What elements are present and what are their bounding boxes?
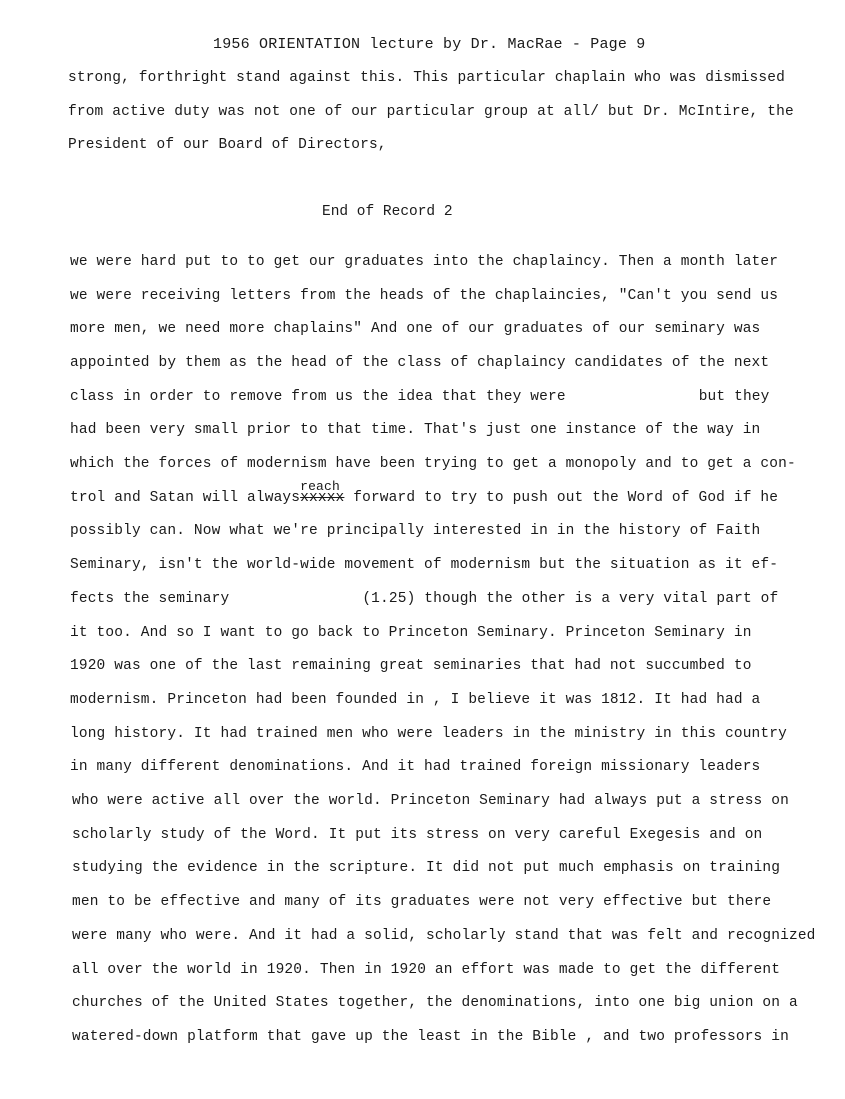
- text-segment: but they: [698, 389, 770, 405]
- text-line: studying the evidence in the scripture. It did not put much emphasis on training: [72, 860, 781, 876]
- inserted-word: reach: [300, 479, 340, 494]
- text-line: modernism. Princeton had been founded in , I believe it was 1812. It had had a: [70, 692, 761, 708]
- section-marker: End of Record 2: [322, 204, 453, 220]
- text-line: watered-down platform that gave up the least in the Bible , and two professors in: [72, 1029, 789, 1045]
- text-segment: class in order to remove from us the idea that they were: [70, 389, 566, 405]
- text-line: possibly can. Now what we're principally interested in in the history of Faith: [70, 523, 761, 539]
- text-segment: forward to try to push out the Word of God if he: [344, 490, 779, 506]
- text-line: it too. And so I want to go back to Princeton Seminary. Princeton Seminary in: [70, 625, 752, 641]
- text-segment: trol and Satan will always: [70, 490, 301, 506]
- text-line: scholarly study of the Word. It put its stress on very careful Exegesis and on: [72, 827, 763, 843]
- text-line: President of our Board of Directors,: [68, 137, 387, 153]
- text-line: had been very small prior to that time. That's just one instance of the way in: [70, 422, 761, 438]
- text-line-with-gap: [70, 591, 778, 607]
- text-line: strong, forthright stand against this. This particular chaplain who was dismissed: [68, 70, 785, 86]
- struck-word: xxxxx: [300, 490, 345, 506]
- text-line: who were active all over the world. Princeton Seminary had always put a stress on: [72, 793, 789, 809]
- text-line: in many different denominations. And it had trained foreign missionary leaders: [70, 759, 761, 775]
- page-header: 1956 ORIENTATION lecture by Dr. MacRae - Page 9: [213, 36, 646, 53]
- text-line: we were receiving letters from the heads of the chaplaincies, "Can't you send us: [70, 288, 779, 304]
- text-line: churches of the United States together, the denominations, into one big union on a: [72, 995, 798, 1011]
- text-line-with-gap: [70, 389, 770, 405]
- text-line-with-correction: [70, 479, 779, 506]
- text-line: we were hard put to to get our graduates into the chaplaincy. Then a month later: [70, 254, 779, 270]
- text-line: which the forces of modernism have been trying to get a monopoly and to get a con-: [70, 456, 796, 472]
- text-line: Seminary, isn't the world-wide movement of modernism but the situation as it ef-: [70, 557, 779, 573]
- text-line: from active duty was not one of our particular group at all/ but Dr. McIntire, the: [68, 104, 794, 120]
- text-line: more men, we need more chaplains" And one of our graduates of our seminary was: [70, 321, 761, 337]
- typed-correction: [300, 479, 345, 506]
- text-segment: (1.25) though the other is a very vital part of: [362, 591, 779, 607]
- text-segment: fects the seminary: [70, 591, 230, 607]
- text-line: all over the world in 1920. Then in 1920 an effort was made to get the different: [72, 962, 781, 978]
- text-line: were many who were. And it had a solid, scholarly stand that was felt and recognized: [72, 928, 816, 944]
- text-line: 1920 was one of the last remaining great seminaries that had not succumbed to: [70, 658, 752, 674]
- text-line: appointed by them as the head of the class of chaplaincy candidates of the next: [70, 355, 770, 371]
- text-line: long history. It had trained men who were leaders in the ministry in this country: [70, 726, 787, 742]
- text-line: men to be effective and many of its graduates were not very effective but there: [72, 894, 772, 910]
